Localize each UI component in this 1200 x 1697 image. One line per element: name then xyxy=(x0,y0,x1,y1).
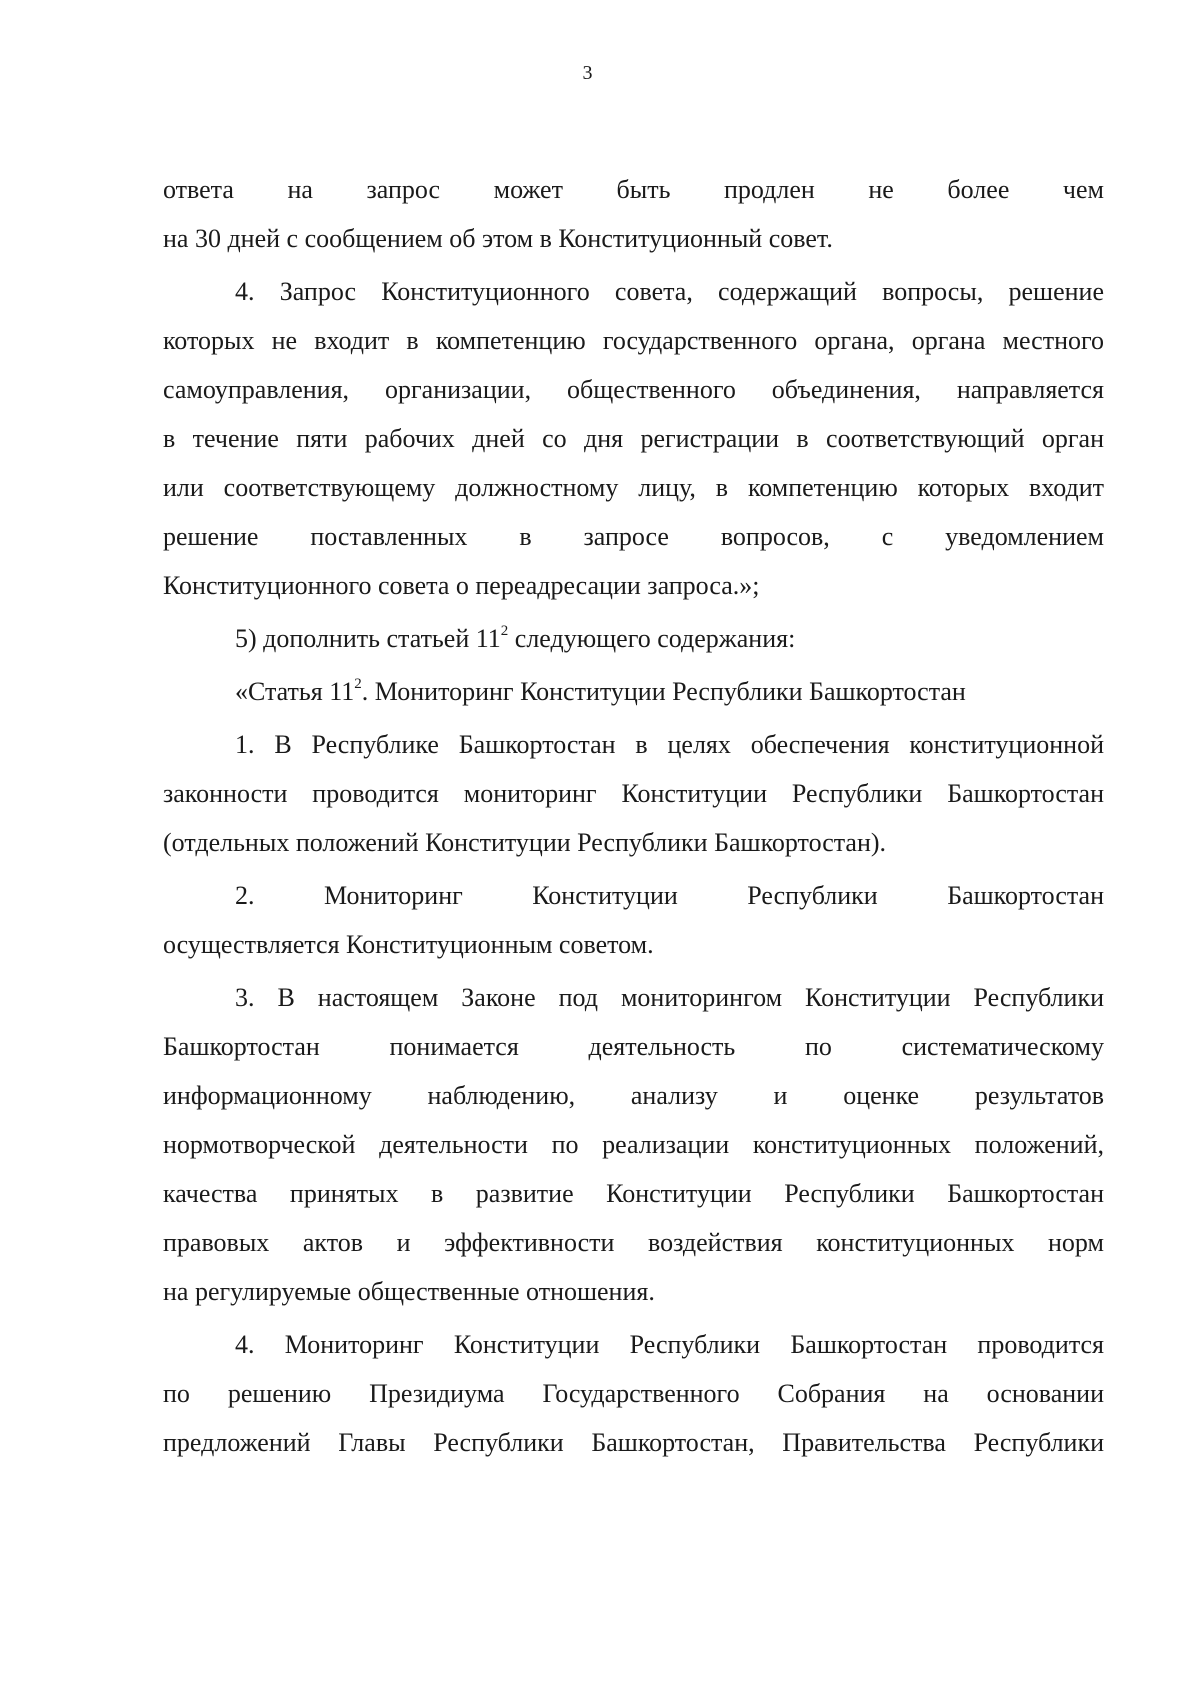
text-line xyxy=(163,1418,1104,1467)
text-line-continuation: . Мониторинг Конституции Республики Башкортостан xyxy=(361,677,966,706)
text-line-content: осуществляется Конституционным советом. xyxy=(163,930,654,959)
text-line-content: 1. В Республике Башкортостан в целях обеспечения конституционной xyxy=(235,730,1104,759)
text-line xyxy=(163,973,1104,1022)
text-line xyxy=(163,1120,1104,1169)
text-line xyxy=(163,1369,1104,1418)
text-line-content: «Статья 11 xyxy=(235,677,355,706)
text-line xyxy=(163,769,1104,818)
text-line-content: на регулируемые общественные отношения. xyxy=(163,1277,655,1306)
text-line-content: Башкортостан понимается деятельность по систематическому xyxy=(163,1032,1104,1061)
text-line-content: по решению Президиума Государственного Собрания на основании xyxy=(163,1379,1104,1408)
text-line xyxy=(163,1320,1104,1369)
text-line xyxy=(163,365,1104,414)
text-line-content: самоуправления, организации, общественного объединения, направляется xyxy=(163,375,1104,404)
text-line-continuation: следующего содержания: xyxy=(508,624,796,653)
text-line-content: ответа на запрос может быть продлен не более чем xyxy=(163,175,1104,204)
text-line xyxy=(163,1071,1104,1120)
text-line xyxy=(163,165,1104,214)
text-line-content: (отдельных положений Конституции Республики Башкортостан). xyxy=(163,828,887,857)
text-line xyxy=(163,512,1104,561)
text-line xyxy=(163,414,1104,463)
page-number: 3 xyxy=(582,62,593,84)
text-line-content: 3. В настоящем Законе под мониторингом Конституции Республики xyxy=(235,983,1104,1012)
superscript: 2 xyxy=(354,676,362,693)
text-line-content: информационному наблюдению, анализу и оценке результатов xyxy=(163,1081,1104,1110)
text-line-content: предложений Главы Республики Башкортостан, Правительства Республики xyxy=(163,1428,1104,1457)
text-line xyxy=(163,463,1104,512)
text-line xyxy=(163,920,1104,969)
text-line-content: 5) дополнить статьей 11 xyxy=(235,624,501,653)
text-line xyxy=(163,614,1104,663)
text-line-content: или соответствующему должностному лицу, в компетенцию которых входит xyxy=(163,473,1104,502)
text-line-content: 4. Мониторинг Конституции Республики Башкортостан проводится xyxy=(235,1330,1104,1359)
text-line xyxy=(163,871,1104,920)
text-line-content: которых не входит в компетенцию государственного органа, органа местного xyxy=(163,326,1104,355)
text-line-content: Конституционного совета о переадресации запроса.»; xyxy=(163,571,760,600)
text-line-content: 2. Мониторинг Конституции Республики Башкортостан xyxy=(235,881,1104,910)
text-line-content: в течение пяти рабочих дней со дня регистрации в соответствующий орган xyxy=(163,424,1104,453)
text-line xyxy=(163,1218,1104,1267)
text-line xyxy=(163,720,1104,769)
text-line xyxy=(163,667,1104,716)
text-line xyxy=(163,1267,1104,1316)
text-line xyxy=(163,818,1104,867)
text-line xyxy=(163,267,1104,316)
text-line-content: законности проводится мониторинг Конституции Республики Башкортостан xyxy=(163,779,1104,808)
text-line xyxy=(163,316,1104,365)
text-line-content: правовых актов и эффективности воздействия конституционных норм xyxy=(163,1228,1104,1257)
superscript: 2 xyxy=(500,623,509,640)
text-line-content: на 30 дней с сообщением об этом в Конституционный совет. xyxy=(163,224,833,253)
text-line xyxy=(163,214,1104,263)
document-body xyxy=(163,165,1104,1467)
text-line-content: нормотворческой деятельности по реализации конституционных положений, xyxy=(163,1130,1104,1159)
text-line-content: решение поставленных в запросе вопросов, с уведомлением xyxy=(163,522,1104,551)
text-line-content: 4. Запрос Конституционного совета, содержащий вопросы, решение xyxy=(235,277,1104,306)
text-line xyxy=(163,561,1104,610)
text-line xyxy=(163,1169,1104,1218)
text-line-content: качества принятых в развитие Конституции Республики Башкортостан xyxy=(163,1179,1104,1208)
text-line xyxy=(163,1022,1104,1071)
